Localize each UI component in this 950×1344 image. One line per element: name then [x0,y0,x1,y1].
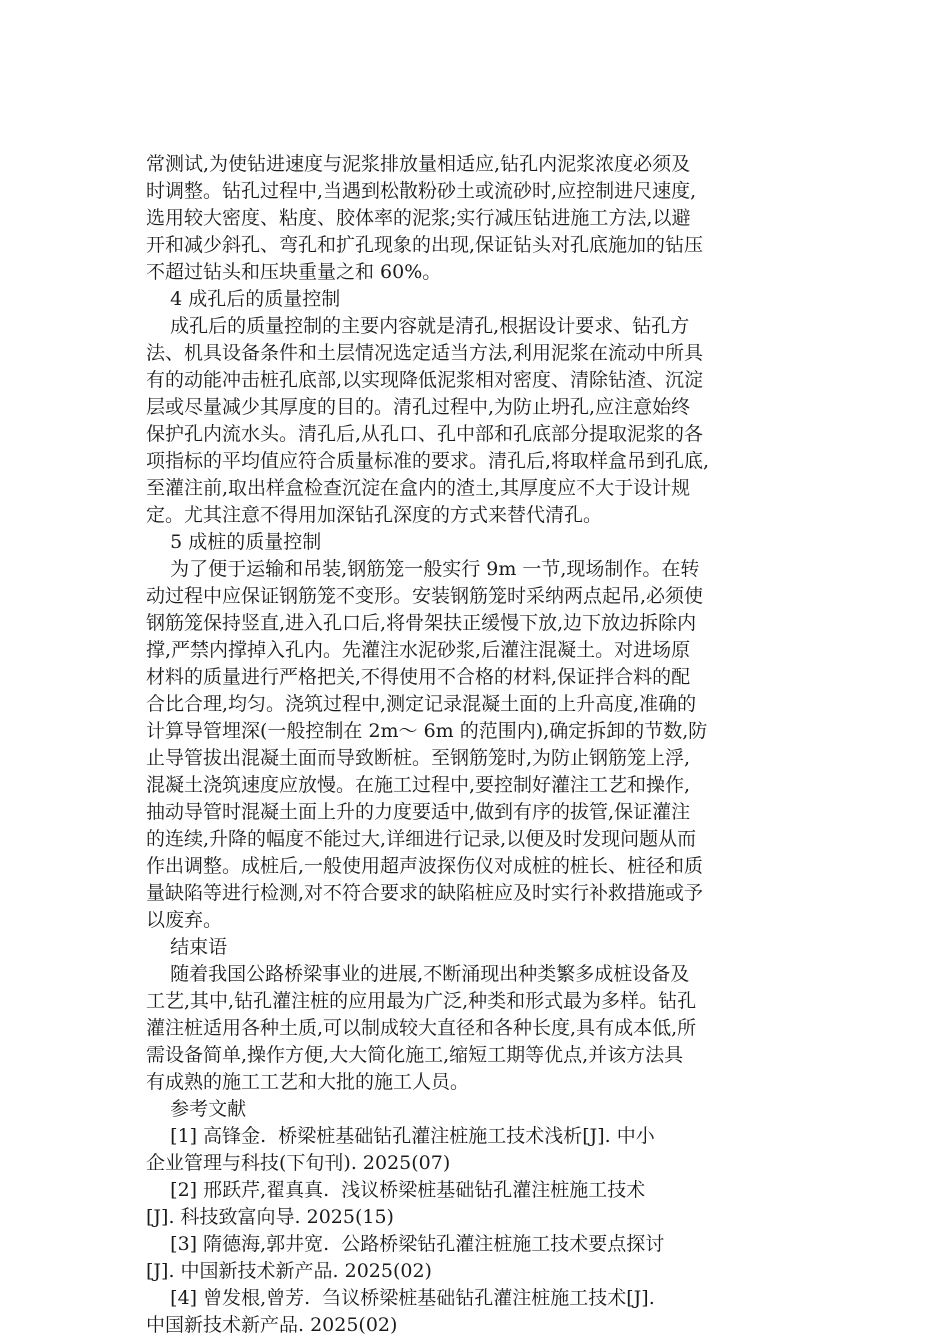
text-line: 至灌注前,取出样盒检查沉淀在盒内的渣土,其厚度应不大于设计规 [146,477,691,499]
text-line: 法、机具设备条件和土层情况选定适当方法,利用泥浆在流动中所具 [146,342,704,364]
text-line: 成孔后的质量控制的主要内容就是清孔,根据设计要求、钻孔方 [146,315,690,337]
text-line: 4 成孔后的质量控制 [146,288,341,310]
text-line: 层或尽量减少其厚度的目的。清孔过程中,为防止坍孔,应注意始终 [146,396,691,418]
text-line: [J]. 中国新技术新产品. 2025(02) [146,1260,432,1282]
text-line: 的连续,升降的幅度不能过大,详细进行记录,以便及时发现问题从而 [146,828,697,850]
text-line: 动过程中应保证钢筋笼不变形。安装钢筋笼时采纳两点起吊,必须使 [146,585,704,607]
text-line: 作出调整。成桩后,一般使用超声波探伤仪对成桩的桩长、桩径和质 [146,855,704,877]
text-line: 混凝土浇筑速度应放慢。在施工过程中,要控制好灌注工艺和操作, [146,774,691,796]
text-line: 参考文献 [146,1098,247,1120]
text-line: 以废弃。 [146,909,223,931]
text-line: 时调整。钻孔过程中,当遇到松散粉砂土或流砂时,应控制进尺速度, [146,180,697,202]
text-line: 企业管理与科技(下旬刊). 2025(07) [146,1152,451,1174]
text-line: 钢筋笼保持竖直,进入孔口后,将骨架扶正缓慢下放,边下放边拆除内 [146,612,697,634]
text-line: [2] 邢跃芹,翟真真. 浅议桥梁桩基础钻孔灌注桩施工技术 [146,1179,646,1201]
text-line: 撑,严禁内撑掉入孔内。先灌注水泥砂浆,后灌注混凝土。对进场原 [146,639,691,661]
text-line: 工艺,其中,钻孔灌注桩的应用最为广泛,种类和形式最为多样。钻孔 [146,990,697,1012]
text-line: 保护孔内流水头。清孔后,从孔口、孔中部和孔底部分提取泥浆的各 [146,423,704,445]
document-body [146,151,806,1339]
text-line: 合比合理,均匀。浇筑过程中,测定记录混凝土面的上升高度,准确的 [146,693,697,715]
text-line: 有成熟的施工工艺和大批的施工人员。 [146,1071,470,1093]
text-line: 随着我国公路桥梁事业的进展,不断涌现出种类繁多成桩设备及 [146,963,690,985]
text-line: [4] 曾发根,曾芳. 刍议桥梁桩基础钻孔灌注桩施工技术[J]. [146,1287,655,1309]
text-line: 5 成桩的质量控制 [146,531,322,553]
text-line: [1] 高锋金. 桥梁桩基础钻孔灌注桩施工技术浅析[J]. 中小 [146,1125,655,1147]
text-line: 定。尤其注意不得用加深钻孔深度的方式来替代清孔。 [146,504,603,526]
text-line: 结束语 [146,936,228,958]
text-line: 开和减少斜孔、弯孔和扩孔现象的出现,保证钻头对孔底施加的钻压 [146,234,704,256]
text-line: 灌注桩适用各种土质,可以制成较大直径和各种长度,具有成本低,所 [146,1017,697,1039]
text-line: 抽动导管时混凝土面上升的力度要适中,做到有序的拔管,保证灌注 [146,801,691,823]
text-line: 量缺陷等进行检测,对不符合要求的缺陷桩应及时实行补救措施或予 [146,882,704,904]
text-line: 项指标的平均值应符合质量标准的要求。清孔后,将取样盒吊到孔底, [146,450,710,472]
text-line: 材料的质量进行严格把关,不得使用不合格的材料,保证拌合料的配 [146,666,691,688]
text-line: 中国新技术新产品. 2025(02) [146,1314,398,1336]
text-line: 常测试,为使钻进速度与泥浆排放量相适应,钻孔内泥浆浓度必须及 [146,153,691,175]
text-line: 有的动能冲击桩孔底部,以实现降低泥浆相对密度、清除钻渣、沉淀 [146,369,704,391]
text-line: 需设备简单,操作方便,大大简化施工,缩短工期等优点,并该方法具 [146,1044,684,1066]
text-line: [J]. 科技致富向导. 2025(15) [146,1206,394,1228]
text-line: 不超过钻头和压块重量之和 60%。 [146,261,442,283]
text-line: 选用较大密度、粘度、胶体率的泥浆;实行减压钻进施工方法,以避 [146,207,691,229]
text-line: [3] 隋德海,郭井宽. 公路桥梁钻孔灌注桩施工技术要点探讨 [146,1233,665,1255]
text-line: 止导管拔出混凝土面而导致断桩。至钢筋笼时,为防止钢筋笼上浮, [146,747,691,769]
text-line: 为了便于运输和吊装,钢筋笼一般实行 9m 一节,现场制作。在转 [146,558,700,580]
text-line: 计算导管埋深(一般控制在 2m～ 6m 的范围内),确定拆卸的节数,防 [146,720,708,742]
